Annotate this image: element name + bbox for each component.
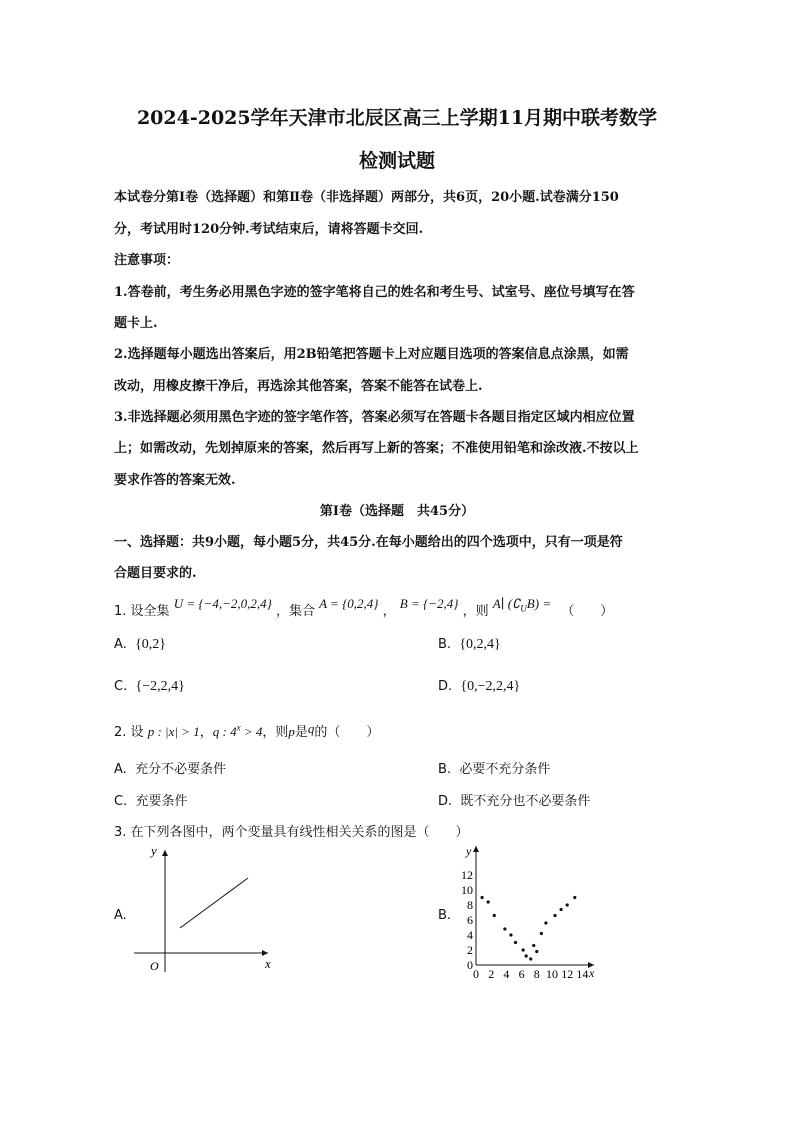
q2-condition-q: q : 4 xyxy=(212,724,237,739)
q2-var-q: q xyxy=(307,721,315,736)
graph-b-point xyxy=(560,908,563,911)
option-value: 充分不必要条件 xyxy=(135,762,227,777)
option-value: 必要不充分条件 xyxy=(459,762,551,777)
q1-prefix: 1. 设全集 xyxy=(114,604,170,619)
graph-b-point xyxy=(535,950,538,953)
q2-option-c xyxy=(114,790,188,809)
graph-b-x-tick-label: 6 xyxy=(518,967,525,981)
graph-b-point xyxy=(532,944,535,947)
q2-condition-p: p : |x| > 1 xyxy=(147,724,200,739)
q2-option-a xyxy=(114,758,226,777)
page-title: 2024-2025学年天津市北辰区高三上学期11月期中联考数学 xyxy=(136,107,658,129)
graph-b-y-tick-label: 8 xyxy=(467,898,473,912)
graph-b-point xyxy=(544,921,547,924)
note-2-line-2: 改动，用橡皮擦干净后，再选涂其他答案，答案不能答在试卷上. xyxy=(114,379,483,394)
graph-b-y-tick-label: 12 xyxy=(461,868,473,882)
graph-b-point xyxy=(566,903,569,906)
q2-then: ，则 xyxy=(262,725,289,740)
graph-b-point xyxy=(525,954,528,957)
graph-b-x-tick-label: 12 xyxy=(561,967,574,981)
graph-b-x-tick-label: 10 xyxy=(546,967,558,981)
note-1-line-1: 1.答卷前，考生务必用黑色字迹的签字笔将自己的姓名和考生号、试室号、座位号填写在答 xyxy=(114,285,635,300)
q1-expression-end: B) = xyxy=(526,596,552,611)
graph-b-y-tick-label: 6 xyxy=(467,913,473,927)
graph-b-y-tick-label: 0 xyxy=(467,958,473,972)
graph-b-x-tick-label: 2 xyxy=(488,967,495,981)
option-label: D. xyxy=(438,679,453,694)
graph-b-point xyxy=(493,914,496,917)
section-heading: 第Ⅰ卷（选择题 共45分） xyxy=(319,504,475,519)
option-label: B. xyxy=(438,762,452,777)
q2-of: 的（ ） xyxy=(314,725,380,740)
note-1-line-2: 题卡上. xyxy=(114,316,158,331)
intro-line-2: 分，考试用时120分钟.考试结束后，请将答题卡交回. xyxy=(114,222,424,237)
q1-option-c xyxy=(114,679,185,695)
graph-a-x-label: x xyxy=(265,956,271,971)
q2-var-p: p xyxy=(288,724,295,739)
q1-option-a xyxy=(114,637,166,653)
graph-b-scatter xyxy=(452,840,607,985)
graph-b-point xyxy=(509,933,512,936)
note-3-line-1: 3.非选择题必须用黑色字迹的签字笔作答，答案必须写在答题卡各题目指定区域内相应位置 xyxy=(114,410,635,425)
section-instructions-line-2: 合题目要求的. xyxy=(114,566,197,581)
graph-b-point xyxy=(573,896,576,899)
option-label: B. xyxy=(438,637,452,652)
q1-expression: A∣ (∁ xyxy=(492,596,521,611)
graph-b-y-tick-label: 4 xyxy=(467,928,473,942)
option-value: 既不充分也不必要条件 xyxy=(460,794,591,809)
q1-option-b xyxy=(438,637,501,653)
graph-b-point xyxy=(503,927,506,930)
option-value: {0,−2,2,4} xyxy=(460,679,521,694)
graph-b-x-label: x xyxy=(589,966,595,980)
graph-b-x-tick-label: 4 xyxy=(503,967,510,981)
q2-option-b xyxy=(438,758,550,777)
question-3: 3. 在下列各图中，两个变量具有线性相关关系的图是（ ） xyxy=(114,825,469,840)
graph-b-y-tick-label: 10 xyxy=(461,883,473,897)
graph-a-line xyxy=(180,878,248,928)
q1-set-b: B = {−2,4} xyxy=(399,596,459,611)
option-value: {0,2} xyxy=(135,637,167,652)
page-subtitle: 检测试题 xyxy=(358,150,435,172)
note-3-line-2: 上；如需改动，先划掉原来的答案，然后再写上新的答案；不准使用铅笔和涂改液.不按以上 xyxy=(114,441,639,456)
q1-answer-paren: （ ） xyxy=(561,604,614,619)
section-instructions-line-1: 一、选择题：共9小题，每小题5分，共45分.在每小题给出的四个选项中，只有一项是符 xyxy=(114,535,623,550)
option-label: C. xyxy=(114,679,128,694)
graph-b-point xyxy=(553,914,556,917)
option-label: A. xyxy=(114,637,127,652)
question-2 xyxy=(114,721,379,740)
option-label: C. xyxy=(114,794,128,809)
note-3-line-3: 要求作答的答案无效. xyxy=(114,473,236,488)
graph-a-label: A. xyxy=(114,908,127,923)
note-2-line-1: 2.选择题每小题选出答案后，用2B铅笔把答题卡上对应题目选项的答案信息点涂黑，如需 xyxy=(114,347,629,362)
graph-b-point xyxy=(487,900,490,903)
option-label: A. xyxy=(114,762,127,777)
graph-b-y-tick-label: 2 xyxy=(467,943,473,957)
q1-mid: ，集合 xyxy=(275,604,315,619)
graph-b-x-tick-label: 8 xyxy=(533,967,540,981)
question-1 xyxy=(114,596,614,621)
q1-option-d xyxy=(438,679,520,695)
q2-is: 是 xyxy=(294,725,308,740)
intro-line-1: 本试卷分第Ⅰ卷（选择题）和第Ⅱ卷（非选择题）两部分，共6页，20小题.试卷满分150 xyxy=(114,190,619,205)
graph-b-label: B. xyxy=(438,908,452,923)
notes-heading: 注意事项： xyxy=(114,253,180,268)
graph-b-point xyxy=(529,957,532,960)
graph-b-x-tick-label: 14 xyxy=(576,967,589,981)
graph-b-point xyxy=(480,896,483,899)
q2-prefix: 2. 设 xyxy=(114,725,144,740)
graph-b-y-label: y xyxy=(466,844,472,858)
option-value: {−2,2,4} xyxy=(135,679,185,694)
graph-b-point xyxy=(514,941,517,944)
option-label: D. xyxy=(438,794,453,809)
graph-b-x-tick-label: 0 xyxy=(473,967,479,981)
q1-subscript: U xyxy=(520,603,527,614)
q1-sep: ， xyxy=(382,604,396,619)
q2-exponent: x xyxy=(236,722,241,733)
q1-set-a: A = {0,2,4} xyxy=(319,596,379,611)
graph-b-point xyxy=(522,948,525,951)
q2-option-d xyxy=(438,790,590,809)
q2-sep: ， xyxy=(199,725,213,740)
graph-a xyxy=(128,842,278,977)
q1-then: ，则 xyxy=(462,604,489,619)
option-value: {0,2,4} xyxy=(459,637,501,652)
q1-set-u: U = {−4,−2,0,2,4} xyxy=(173,596,272,611)
graph-a-origin-label: O xyxy=(150,959,159,973)
q2-condition-q-end: > 4 xyxy=(240,724,263,739)
graph-a-y-label: y xyxy=(151,843,157,858)
graph-b-point xyxy=(540,932,543,935)
option-value: 充要条件 xyxy=(135,794,188,809)
